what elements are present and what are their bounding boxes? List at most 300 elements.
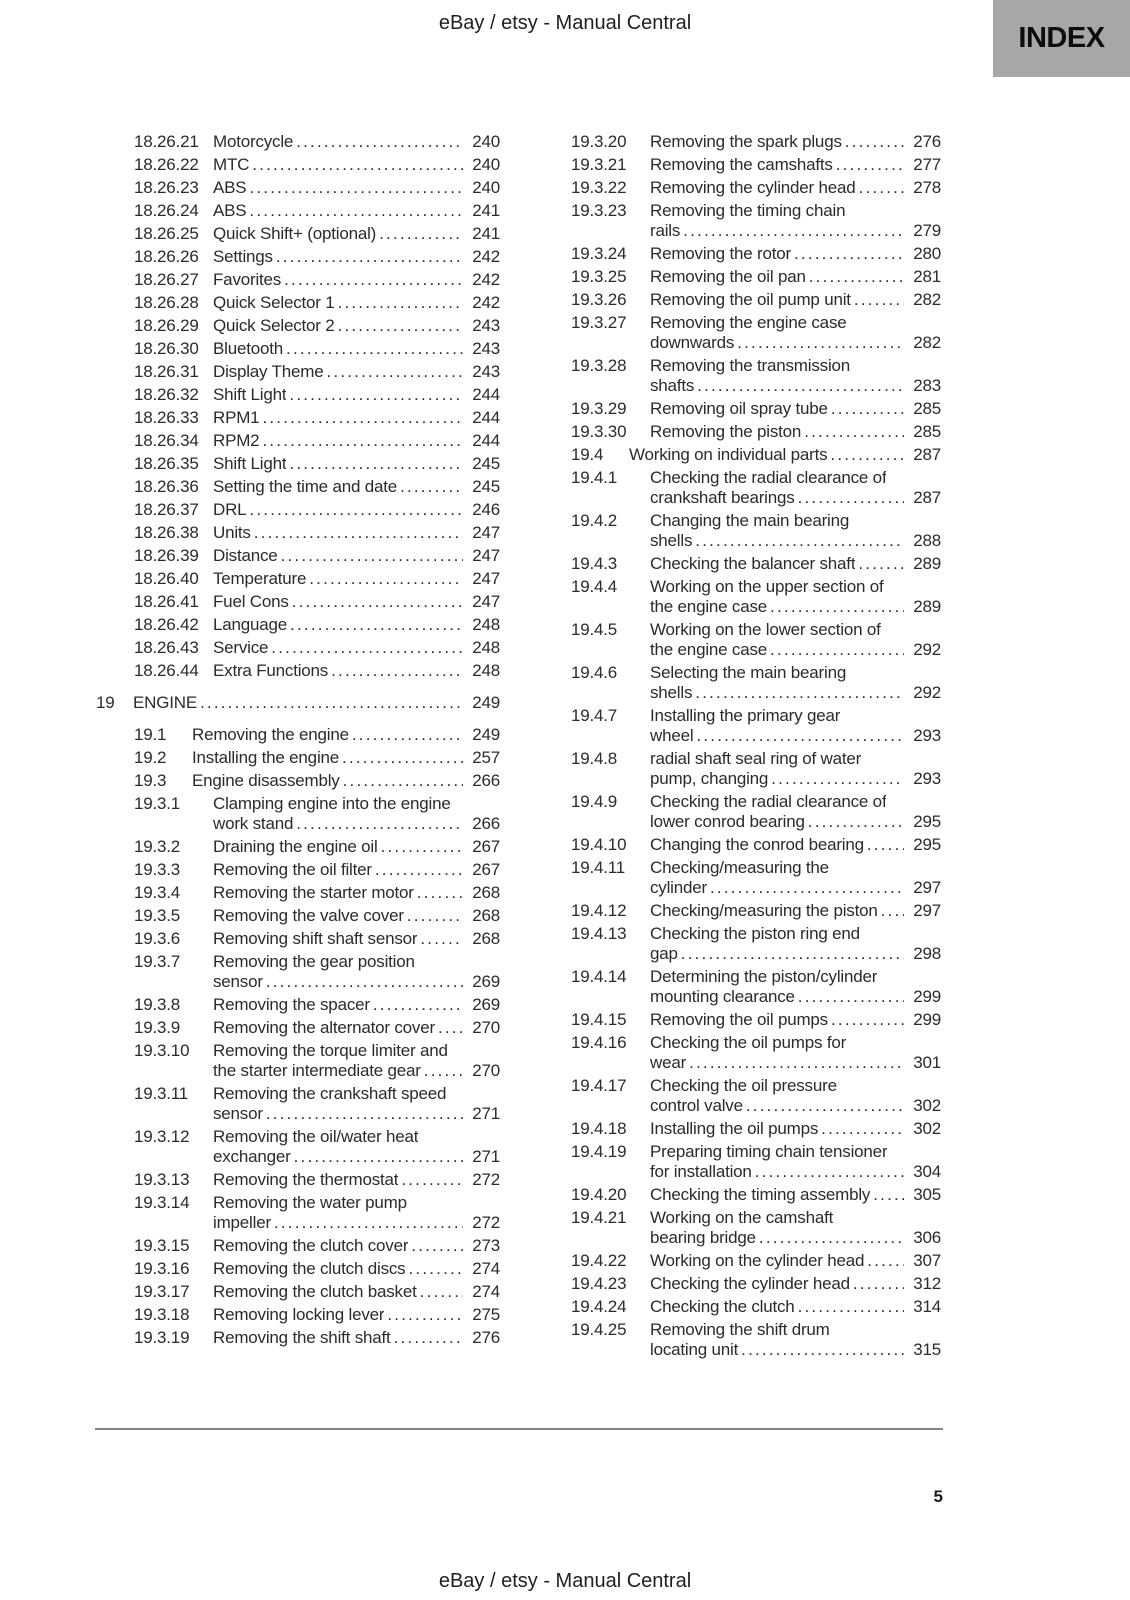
toc-entry-line <box>533 374 941 397</box>
toc-entry-line <box>533 443 941 466</box>
toc-column-right <box>533 130 941 1361</box>
toc-entry-line <box>96 199 500 222</box>
toc-entry-page: 285 <box>913 399 941 418</box>
dot-leader <box>867 833 904 856</box>
dot-leader <box>798 985 904 1008</box>
toc-entry-title: ABS <box>213 201 247 220</box>
dot-leader <box>249 498 463 521</box>
toc-entry-title: Working on the upper section of <box>650 577 884 596</box>
toc-entry-line <box>533 265 941 288</box>
toc-entry-page: 299 <box>913 1010 941 1029</box>
toc-entry-page: 285 <box>913 422 941 441</box>
toc-entry-line <box>533 1226 941 1249</box>
toc-entry-line <box>96 993 500 1016</box>
toc-column-left <box>96 130 500 1349</box>
toc-entry-page: 307 <box>913 1251 941 1270</box>
toc-entry-number: 18.26.22 <box>134 155 199 174</box>
toc-entry-page: 292 <box>913 640 941 659</box>
toc-entry-page: 242 <box>472 270 500 289</box>
toc-entry-number: 19.4.8 <box>571 749 618 768</box>
toc-entry-title: Removing locking lever <box>213 1305 385 1324</box>
toc-entry-line <box>533 219 941 242</box>
toc-entry-page: 306 <box>913 1228 941 1247</box>
toc-entry-title: ABS <box>213 178 247 197</box>
dot-leader <box>289 383 463 406</box>
toc-entry-number: 19.2 <box>134 748 167 767</box>
dot-leader <box>286 337 463 360</box>
toc-entry-line <box>96 927 500 950</box>
toc-entry-title: impeller <box>213 1213 271 1232</box>
toc-entry-number: 19.3.2 <box>134 837 181 856</box>
toc-entry-number: 19.4.14 <box>571 967 627 986</box>
toc-entry-title: Removing the clutch basket <box>213 1282 417 1301</box>
toc-entry-title: Working on the cylinder head <box>650 1251 865 1270</box>
dot-leader <box>741 1338 904 1361</box>
dot-leader <box>326 360 463 383</box>
dot-leader <box>420 1280 463 1303</box>
toc-entry-number: 19.3.10 <box>134 1041 190 1060</box>
toc-entry-page: 245 <box>472 454 500 473</box>
toc-entry-line <box>96 1234 500 1257</box>
dot-leader <box>387 1303 463 1326</box>
dot-leader <box>683 219 904 242</box>
toc-entry-title: Removing the transmission <box>650 356 851 375</box>
toc-entry-page: 295 <box>913 835 941 854</box>
toc-entry-number: 19.3.18 <box>134 1305 190 1324</box>
toc-entry-title: shafts <box>650 376 695 395</box>
toc-entry-title: Language <box>213 615 288 634</box>
dot-leader <box>343 769 463 792</box>
toc-entry-line <box>533 176 941 199</box>
toc-entry-title: Setting the time and date <box>213 477 398 496</box>
toc-entry-line <box>96 691 500 714</box>
dot-leader <box>804 420 904 443</box>
dot-leader <box>831 397 904 420</box>
toc-entry-page: 269 <box>472 995 500 1014</box>
toc-entry-number: 19.3.26 <box>571 290 627 309</box>
toc-entry-line <box>533 331 941 354</box>
dot-leader <box>373 993 463 1016</box>
toc-entry-line <box>96 337 500 360</box>
toc-entry-page: 282 <box>913 333 941 352</box>
toc-entry-number: 19.3 <box>134 771 167 790</box>
toc-entry-title: Units <box>213 523 251 542</box>
toc-entry-number: 19.4.7 <box>571 706 618 725</box>
toc-entry-number: 19.3.30 <box>571 422 627 441</box>
dot-leader <box>438 1016 463 1039</box>
toc-entry-number: 18.26.26 <box>134 247 199 266</box>
toc-entry-number: 19.3.22 <box>571 178 627 197</box>
toc-entry-title: mounting clearance <box>650 987 795 1006</box>
dot-leader <box>331 659 463 682</box>
toc-entry-number: 18.26.21 <box>134 132 199 151</box>
toc-entry-line <box>96 1168 500 1191</box>
toc-entry-number: 18.26.43 <box>134 638 199 657</box>
toc-entry-title: Fuel Cons <box>213 592 289 611</box>
dot-leader <box>249 176 463 199</box>
dot-leader <box>381 835 463 858</box>
toc-entry-line <box>96 567 500 590</box>
dot-leader <box>859 176 904 199</box>
toc-entry-page: 283 <box>913 376 941 395</box>
toc-entry-line <box>96 769 500 792</box>
toc-entry-line <box>96 360 500 383</box>
toc-entry-line <box>533 552 941 575</box>
toc-entry-title: Shift Light <box>213 385 287 404</box>
toc-entry-page: 247 <box>472 546 500 565</box>
toc-entry-title: Checking the radial clearance of <box>650 792 887 811</box>
toc-entry-number: 19.4.12 <box>571 901 627 920</box>
toc-entry-page: 302 <box>913 1119 941 1138</box>
toc-entry-title: Changing the main bearing <box>650 511 850 530</box>
page-number: 5 <box>933 1487 943 1506</box>
dot-leader <box>798 486 904 509</box>
toc-entry-title: exchanger <box>213 1147 291 1166</box>
dot-leader <box>407 904 463 927</box>
toc-entry-title: rails <box>650 221 681 240</box>
dot-leader <box>830 443 904 466</box>
toc-entry-title: Selecting the main bearing <box>650 663 847 682</box>
toc-entry-title: Favorites <box>213 270 282 289</box>
toc-entry-title: downwards <box>650 333 735 352</box>
toc-entry-line <box>533 1338 941 1361</box>
toc-entry-line <box>533 1094 941 1117</box>
toc-entry-number: 19.4.15 <box>571 1010 627 1029</box>
toc-entry-page: 270 <box>472 1018 500 1037</box>
toc-entry-page: 312 <box>913 1274 941 1293</box>
toc-entry-line <box>96 812 500 835</box>
dot-leader <box>254 521 463 544</box>
toc-entry-number: 19.3.8 <box>134 995 181 1014</box>
toc-entry-number: 19.4.3 <box>571 554 618 573</box>
toc-entry-title: Removing the clutch cover <box>213 1236 409 1255</box>
toc-entry-line <box>96 1145 500 1168</box>
toc-entry-page: 240 <box>472 155 500 174</box>
toc-entry-line <box>96 1303 500 1326</box>
toc-entry-page: 242 <box>472 247 500 266</box>
toc-entry-title: shells <box>650 531 693 550</box>
dot-leader <box>821 1117 904 1140</box>
toc-entry-title: Installing the engine <box>192 748 340 767</box>
toc-entry-number: 18.26.29 <box>134 316 199 335</box>
toc-entry-title: Checking the oil pressure <box>650 1076 837 1095</box>
dot-leader <box>401 1168 463 1191</box>
toc-entry-title: radial shaft seal ring of water <box>650 749 862 768</box>
toc-entry-page: 266 <box>472 771 500 790</box>
toc-entry-number: 18.26.44 <box>134 661 199 680</box>
toc-entry-title: cylinder <box>650 878 707 897</box>
toc-entry-number: 19.3.3 <box>134 860 181 879</box>
toc-entry-title: Removing the shift drum <box>650 1320 830 1339</box>
dot-leader <box>710 876 904 899</box>
toc-entry-number: 18.26.32 <box>134 385 199 404</box>
dot-leader <box>417 881 463 904</box>
toc-entry-title: gap <box>650 944 678 963</box>
toc-entry-title: Removing the clutch discs <box>213 1259 406 1278</box>
toc-entry-page: 277 <box>913 155 941 174</box>
toc-entry-line <box>533 942 941 965</box>
toc-entry-line <box>533 595 941 618</box>
toc-entry-title: wear <box>650 1053 687 1072</box>
toc-entry-number: 19.3.23 <box>571 201 627 220</box>
toc-entry-title: sensor <box>213 1104 263 1123</box>
toc-entry-title: bearing bridge <box>650 1228 756 1247</box>
toc-entry-number: 19.4.25 <box>571 1320 627 1339</box>
toc-entry-number: 19.4.11 <box>571 858 626 877</box>
toc-entry-title: Checking/measuring the piston <box>650 901 878 920</box>
toc-entry-number: 19.3.4 <box>134 883 181 902</box>
dot-leader <box>289 452 463 475</box>
toc-entry-line <box>96 176 500 199</box>
toc-entry-number: 19.3.14 <box>134 1193 190 1212</box>
toc-entry-title: Removing the oil pan <box>650 267 806 286</box>
toc-entry-line <box>96 1280 500 1303</box>
dot-leader <box>681 942 904 965</box>
index-tab-label: INDEX <box>1018 22 1105 54</box>
toc-entry-number: 19.3.21 <box>571 155 627 174</box>
toc-entry-title: Settings <box>213 247 273 266</box>
toc-entry-title: Removing the starter motor <box>213 883 414 902</box>
toc-entry-line <box>96 130 500 153</box>
toc-entry-title: locating unit <box>650 1340 739 1359</box>
toc-entry-title: Working on individual parts <box>629 445 828 464</box>
toc-entry-page: 247 <box>472 592 500 611</box>
toc-entry-page: 268 <box>472 883 500 902</box>
toc-entry-title: the engine case <box>650 640 768 659</box>
toc-entry-page: 240 <box>472 178 500 197</box>
toc-entry-page: 272 <box>472 1213 500 1232</box>
toc-entry-title: Checking the oil pumps for <box>650 1033 847 1052</box>
toc-entry-page: 257 <box>472 748 500 767</box>
toc-entry-title: Removing the piston <box>650 422 802 441</box>
toc-entry-line <box>533 153 941 176</box>
toc-entry-title: Checking the clutch <box>650 1297 795 1316</box>
toc-entry-line <box>96 1102 500 1125</box>
toc-entry-number: 19.4.2 <box>571 511 618 530</box>
dot-leader <box>881 899 904 922</box>
toc-entry-number: 19.4.9 <box>571 792 618 811</box>
toc-entry-number: 19.4.16 <box>571 1033 627 1052</box>
toc-entry-line <box>533 876 941 899</box>
toc-entry-number: 19.3.25 <box>571 267 627 286</box>
toc-entry-page: 241 <box>472 201 500 220</box>
toc-entry-page: 270 <box>472 1061 500 1080</box>
toc-entry-title: Checking the cylinder head <box>650 1274 850 1293</box>
toc-entry-page: 266 <box>472 814 500 833</box>
toc-entry-number: 19.4.17 <box>571 1076 627 1095</box>
toc-entry-number: 19.4.4 <box>571 577 618 596</box>
toc-entry-title: Checking the piston ring end <box>650 924 860 943</box>
dot-leader <box>290 613 463 636</box>
toc-entry-number: 19.3.28 <box>571 356 627 375</box>
toc-entry-number: 18.26.42 <box>134 615 199 634</box>
toc-entry-title: Checking the radial clearance of <box>650 468 887 487</box>
toc-entry-line <box>533 810 941 833</box>
toc-entry-number: 19.3.24 <box>571 244 627 263</box>
toc-entry-title: RPM2 <box>213 431 260 450</box>
dot-leader <box>252 153 463 176</box>
dot-leader <box>266 970 463 993</box>
toc-entry-number: 19.4.13 <box>571 924 627 943</box>
toc-entry-number: 18.26.39 <box>134 546 199 565</box>
toc-entry-title: RPM1 <box>213 408 260 427</box>
toc-entry-page: 248 <box>472 638 500 657</box>
toc-entry-title: DRL <box>213 500 247 519</box>
toc-entry-number: 18.26.23 <box>134 178 199 197</box>
dot-leader <box>292 590 463 613</box>
dot-leader <box>695 529 904 552</box>
toc-entry-page: 297 <box>913 901 941 920</box>
toc-entry-line <box>96 858 500 881</box>
toc-entry-number: 19.4.24 <box>571 1297 627 1316</box>
dot-leader <box>400 475 463 498</box>
toc-entry-line <box>533 288 941 311</box>
dot-leader <box>375 858 463 881</box>
toc-entry-line <box>96 498 500 521</box>
toc-entry-line <box>533 1272 941 1295</box>
toc-entry-page: 298 <box>913 944 941 963</box>
toc-entry-line <box>96 222 500 245</box>
toc-entry-line <box>96 1059 500 1082</box>
toc-entry-page: 268 <box>472 929 500 948</box>
toc-entry-number: 18.26.31 <box>134 362 199 381</box>
dot-leader <box>281 544 463 567</box>
toc-entry-page: 278 <box>913 178 941 197</box>
toc-entry-title: Removing the thermostat <box>213 1170 399 1189</box>
toc-entry-page: 293 <box>913 769 941 788</box>
toc-entry-page: 314 <box>913 1297 941 1316</box>
toc-entry-number: 19.3.12 <box>134 1127 190 1146</box>
toc-entry-page: 248 <box>472 661 500 680</box>
toc-entry-line <box>96 452 500 475</box>
toc-entry-title: Temperature <box>213 569 307 588</box>
toc-entry-line <box>96 544 500 567</box>
toc-entry-title: Changing the conrod bearing <box>650 835 864 854</box>
toc-entry-page: 271 <box>472 1104 500 1123</box>
toc-entry-line <box>533 242 941 265</box>
toc-entry-title: Removing the rotor <box>650 244 791 263</box>
toc-entry-page: 267 <box>472 860 500 879</box>
toc-entry-page: 271 <box>472 1147 500 1166</box>
toc-entry-title: Removing the water pump <box>213 1193 407 1212</box>
toc-entry-title: the engine case <box>650 597 768 616</box>
toc-entry-number: 19.3.17 <box>134 1282 190 1301</box>
dot-leader <box>338 291 463 314</box>
dot-leader <box>794 242 904 265</box>
dot-leader <box>771 767 904 790</box>
toc-entry-number: 19.4.1 <box>571 468 618 487</box>
dot-leader <box>294 1145 463 1168</box>
toc-entry-page: 276 <box>913 132 941 151</box>
toc-entry-page: 268 <box>472 906 500 925</box>
dot-leader <box>424 1059 463 1082</box>
toc-entry-line <box>96 723 500 746</box>
toc-entry-page: 272 <box>472 1170 500 1189</box>
toc-entry-title: Removing the torque limiter and <box>213 1041 448 1060</box>
toc-entry-page: 241 <box>472 224 500 243</box>
toc-entry-page: 247 <box>472 569 500 588</box>
toc-entry-number: 18.26.37 <box>134 500 199 519</box>
toc-entry-page: 243 <box>472 362 500 381</box>
dot-leader <box>737 331 904 354</box>
dot-leader <box>798 1295 904 1318</box>
toc-entry-page: 297 <box>913 878 941 897</box>
toc-entry-title: MTC <box>213 155 250 174</box>
toc-entry-number: 19.4.18 <box>571 1119 627 1138</box>
toc-entry-number: 18.26.34 <box>134 431 199 450</box>
toc-entry-number: 19.4.5 <box>571 620 618 639</box>
toc-entry-page: 267 <box>472 837 500 856</box>
dot-leader <box>284 268 463 291</box>
toc-entry-line <box>96 383 500 406</box>
toc-entry-title: Working on the lower section of <box>650 620 881 639</box>
toc-entry-title: Engine disassembly <box>192 771 340 790</box>
toc-entry-title: crankshaft bearings <box>650 488 795 507</box>
toc-entry-title: Removing oil spray tube <box>650 399 828 418</box>
toc-entry-line <box>96 970 500 993</box>
toc-entry-number: 18.26.40 <box>134 569 199 588</box>
toc-entry-line <box>96 636 500 659</box>
toc-entry-page: 244 <box>472 385 500 404</box>
dot-leader <box>689 1051 904 1074</box>
dot-leader <box>831 1008 904 1031</box>
toc-entry-title: control valve <box>650 1096 743 1115</box>
toc-entry-number: 19.4.10 <box>571 835 627 854</box>
toc-entry-number: 19.4.20 <box>571 1185 627 1204</box>
toc-entry-title: Removing the timing chain <box>650 201 846 220</box>
toc-entry-line <box>533 397 941 420</box>
toc-entry-line <box>533 681 941 704</box>
toc-entry-page: 282 <box>913 290 941 309</box>
toc-entry-number: 18.26.30 <box>134 339 199 358</box>
toc-entry-line <box>96 1211 500 1234</box>
toc-entry-line <box>533 1249 941 1272</box>
toc-entry-page: 281 <box>913 267 941 286</box>
toc-entry-line <box>533 1117 941 1140</box>
toc-entry-number: 19.3.13 <box>134 1170 190 1189</box>
toc-entry-line <box>96 429 500 452</box>
toc-entry-title: Preparing timing chain tensioner <box>650 1142 888 1161</box>
toc-entry-number: 19.1 <box>134 725 167 744</box>
toc-entry-title: wheel <box>650 726 694 745</box>
toc-entry-title: Quick Selector 2 <box>213 316 335 335</box>
toc-entry-title: sensor <box>213 972 263 991</box>
toc-entry-title: Removing the cylinder head <box>650 178 856 197</box>
dot-leader <box>836 153 904 176</box>
dot-leader <box>809 265 904 288</box>
dot-leader <box>296 812 463 835</box>
index-tab <box>993 0 1130 77</box>
dot-leader <box>408 1257 463 1280</box>
toc-entry-page: 301 <box>913 1053 941 1072</box>
toc-entry-number: 19.3.6 <box>134 929 181 948</box>
toc-entry-page: 288 <box>913 531 941 550</box>
dot-leader <box>695 681 904 704</box>
toc-entry-title: for installation <box>650 1162 752 1181</box>
toc-entry-line <box>96 268 500 291</box>
toc-entry-page: 274 <box>472 1282 500 1301</box>
toc-entry-line <box>533 420 941 443</box>
toc-entry-page: 315 <box>913 1340 941 1359</box>
toc-entry-line <box>533 529 941 552</box>
toc-entry-number: 18.26.24 <box>134 201 199 220</box>
dot-leader <box>755 1160 904 1183</box>
toc-entry-line <box>96 153 500 176</box>
toc-entry-title: Removing the alternator cover <box>213 1018 435 1037</box>
toc-entry-title: Quick Shift+ (optional) <box>213 224 377 243</box>
toc-entry-line <box>533 1183 941 1206</box>
dot-leader <box>394 1326 463 1349</box>
